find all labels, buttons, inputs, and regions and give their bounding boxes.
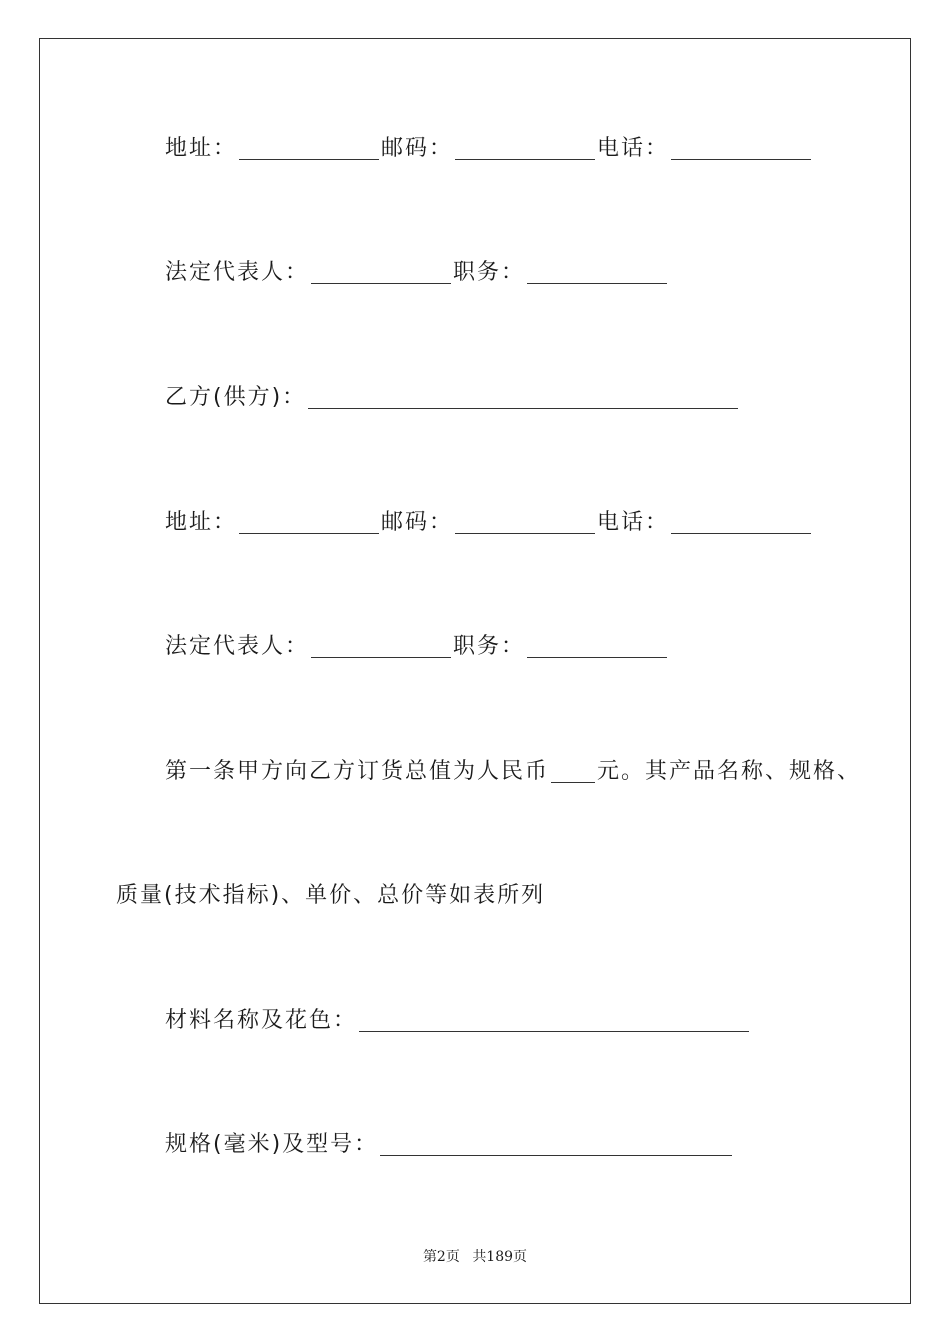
address-blank[interactable] [239, 135, 379, 160]
position-label: 职务： [453, 634, 526, 659]
material-label: 材料名称及花色： [165, 1008, 358, 1033]
phone-label: 电话： [597, 136, 670, 161]
spec-row [165, 1130, 734, 1160]
address-blank[interactable] [239, 509, 379, 534]
postcode-label: 邮码： [381, 136, 454, 161]
party-b-address-row [165, 508, 813, 538]
material-blank[interactable] [359, 1007, 749, 1032]
address-label: 地址： [165, 136, 238, 161]
rep-blank[interactable] [311, 633, 451, 658]
party-b-blank[interactable] [308, 384, 738, 409]
phone-blank[interactable] [671, 135, 811, 160]
postcode-blank[interactable] [455, 135, 595, 160]
material-row [165, 1006, 751, 1036]
position-blank[interactable] [527, 633, 667, 658]
amount-blank[interactable] [551, 758, 595, 783]
party-b-row [165, 383, 740, 413]
article1-continuation-text: 质量(技术指标)、单价、总价等如表所列 [116, 883, 546, 908]
party-b-rep-row [165, 632, 669, 662]
rep-blank[interactable] [311, 259, 451, 284]
article1-row [165, 757, 861, 787]
page-number: 第2页 [422, 1249, 460, 1265]
position-label: 职务： [453, 260, 526, 285]
spec-label: 规格(毫米)及型号： [165, 1132, 379, 1157]
address-label: 地址： [165, 510, 238, 535]
party-a-rep-row [165, 258, 669, 288]
postcode-blank[interactable] [455, 509, 595, 534]
phone-blank[interactable] [671, 509, 811, 534]
spec-blank[interactable] [380, 1131, 732, 1156]
page-footer [0, 1246, 950, 1266]
page-total: 共189页 [472, 1249, 528, 1265]
page-border [39, 38, 911, 1304]
party-b-label: 乙方(供方)： [165, 385, 307, 410]
rep-label: 法定代表人： [165, 260, 310, 285]
phone-label: 电话： [597, 510, 670, 535]
position-blank[interactable] [527, 259, 667, 284]
rep-label: 法定代表人： [165, 634, 310, 659]
article1-text: 第一条甲方向乙方订货总值为人民币 [165, 759, 550, 784]
article1-text-2: 元。其产品名称、规格、 [597, 759, 862, 784]
party-a-address-row [165, 134, 813, 164]
article1-continuation [116, 881, 545, 911]
postcode-label: 邮码： [381, 510, 454, 535]
